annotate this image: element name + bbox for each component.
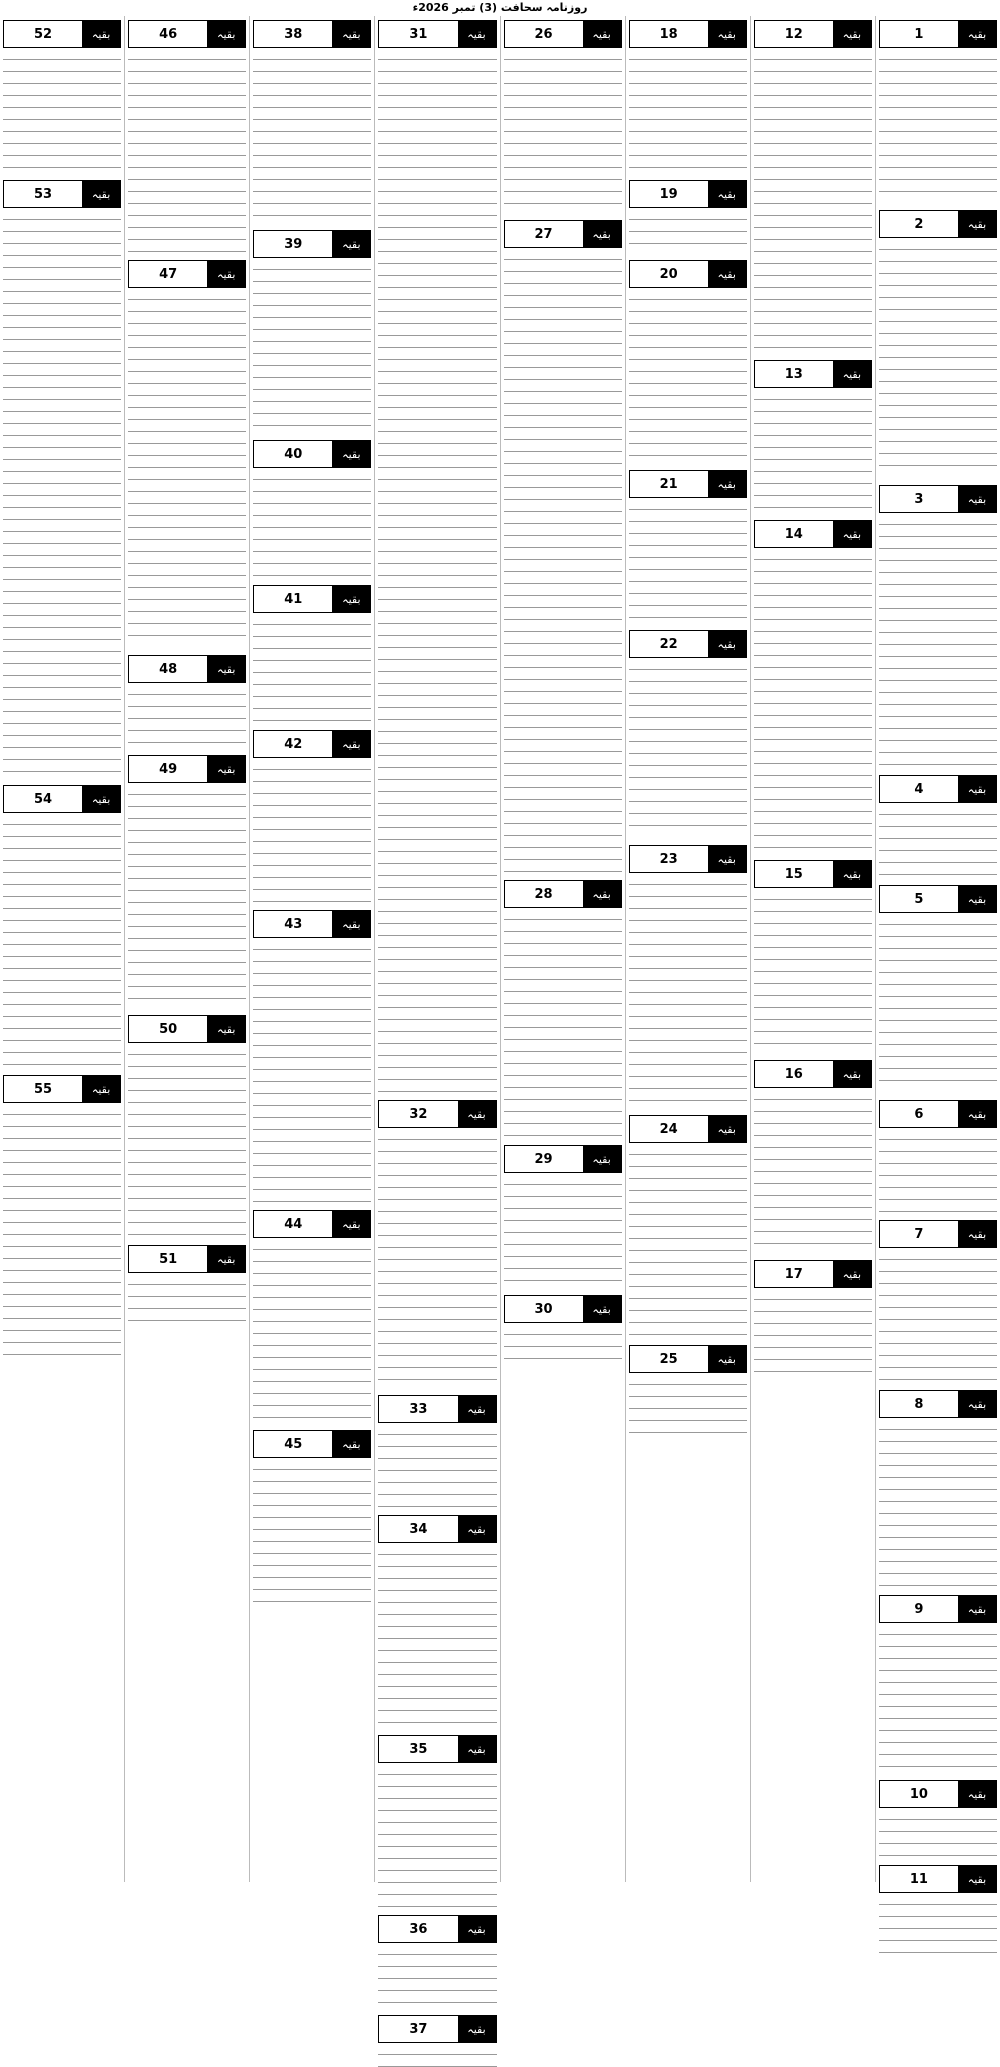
tag-number: 1 <box>914 26 924 42</box>
tag-label: بقیہ <box>458 1516 496 1542</box>
page-header <box>0 0 1000 14</box>
tag-label: بقیہ <box>833 361 871 387</box>
tag-number: 15 <box>784 866 803 882</box>
continuation-block <box>378 1100 496 1387</box>
tag-number: 4 <box>914 781 924 797</box>
continuation-tag <box>253 730 371 758</box>
tag-label: بقیہ <box>833 1061 871 1087</box>
continuation-block <box>629 470 747 622</box>
continuation-block <box>504 1295 622 1367</box>
article-text <box>879 1252 997 1382</box>
article-text <box>754 52 872 352</box>
tag-label: بقیہ <box>458 1916 496 1942</box>
tag-number: 3 <box>914 491 924 507</box>
column <box>374 16 499 2037</box>
continuation-tag <box>253 910 371 938</box>
tag-label: بقیہ <box>458 21 496 47</box>
article-text <box>879 1422 997 1587</box>
continuation-tag <box>378 1395 496 1423</box>
article-text <box>378 1767 496 1907</box>
tag-label: بقیہ <box>708 181 746 207</box>
continuation-tag <box>879 1865 997 1893</box>
tag-number: 44 <box>284 1216 303 1232</box>
continuation-tag <box>879 885 997 913</box>
article-text <box>378 1132 496 1387</box>
article-text <box>879 52 997 202</box>
tag-label: بقیہ <box>583 221 621 247</box>
continuation-tag <box>253 1210 371 1238</box>
tag-number: 38 <box>284 26 303 42</box>
continuation-block <box>378 20 496 1092</box>
continuation-tag <box>629 470 747 498</box>
tag-label: بقیہ <box>583 1146 621 1172</box>
article-text <box>629 292 747 462</box>
continuation-block <box>128 655 246 747</box>
continuation-block <box>754 1060 872 1252</box>
article-text <box>253 617 371 722</box>
article-text <box>754 892 872 1052</box>
article-text <box>128 1277 246 1327</box>
article-text <box>754 552 872 852</box>
article-text <box>879 1897 997 1957</box>
continuation-block <box>879 20 997 202</box>
continuation-block <box>378 1515 496 1727</box>
tag-label: بقیہ <box>207 1016 245 1042</box>
article-text <box>504 52 622 212</box>
continuation-block <box>879 210 997 477</box>
tag-number: 9 <box>914 1601 924 1617</box>
tag-number: 55 <box>34 1081 53 1097</box>
article-text <box>253 262 371 432</box>
continuation-tag <box>754 1060 872 1088</box>
continuation-block <box>879 1100 997 1212</box>
article-text <box>629 212 747 252</box>
tag-number: 42 <box>284 736 303 752</box>
tag-label: بقیہ <box>82 21 120 47</box>
tag-label: بقیہ <box>207 261 245 287</box>
continuation-block <box>879 1595 997 1772</box>
continuation-block <box>253 730 371 902</box>
tag-label: بقیہ <box>708 21 746 47</box>
article-text <box>754 1292 872 1382</box>
continuation-block <box>879 1865 997 1957</box>
continuation-block <box>504 1145 622 1287</box>
article-text <box>504 1177 622 1287</box>
tag-number: 10 <box>909 1786 928 1802</box>
continuation-tag <box>253 20 371 48</box>
tag-number: 41 <box>284 591 303 607</box>
tag-number: 19 <box>659 186 678 202</box>
tag-number: 12 <box>784 26 803 42</box>
tag-label: بقیہ <box>958 211 996 237</box>
tag-number: 20 <box>659 266 678 282</box>
article-text <box>504 1327 622 1367</box>
continuation-tag <box>128 1015 246 1043</box>
tag-label: بقیہ <box>958 776 996 802</box>
continuation-block <box>629 1345 747 1437</box>
tag-label: بقیہ <box>958 1596 996 1622</box>
tag-number: 8 <box>914 1396 924 1412</box>
article-text <box>879 1812 997 1857</box>
continuation-block <box>253 20 371 222</box>
article-text <box>629 1377 747 1437</box>
tag-label: بقیہ <box>458 1101 496 1127</box>
tag-label: بقیہ <box>458 1396 496 1422</box>
tag-label: بقیہ <box>332 21 370 47</box>
column <box>625 16 750 1882</box>
tag-label: بقیہ <box>332 911 370 937</box>
column <box>0 16 124 1882</box>
tag-label: بقیہ <box>583 1296 621 1322</box>
continuation-tag <box>754 360 872 388</box>
tag-label: بقیہ <box>833 21 871 47</box>
continuation-tag <box>253 230 371 258</box>
continuation-block <box>504 220 622 872</box>
article-text <box>128 687 246 747</box>
tag-number: 2 <box>914 216 924 232</box>
continuation-block <box>128 1015 246 1237</box>
tag-number: 18 <box>659 26 678 42</box>
continuation-tag <box>629 180 747 208</box>
continuation-tag <box>3 785 121 813</box>
column <box>750 16 875 1882</box>
continuation-tag <box>504 1295 622 1323</box>
column <box>500 16 625 1882</box>
tag-label: بقیہ <box>583 21 621 47</box>
continuation-block <box>378 2015 496 2067</box>
continuation-block <box>629 1115 747 1337</box>
column <box>875 16 1000 1887</box>
tag-number: 39 <box>284 236 303 252</box>
tag-number: 53 <box>34 186 53 202</box>
continuation-tag <box>629 630 747 658</box>
tag-number: 11 <box>909 1871 928 1887</box>
article-text <box>3 817 121 1067</box>
tag-number: 43 <box>284 916 303 932</box>
continuation-block <box>253 1210 371 1422</box>
article-text <box>629 52 747 172</box>
continuation-tag <box>879 1220 997 1248</box>
continuation-tag <box>879 1390 997 1418</box>
continuation-block <box>629 20 747 172</box>
article-text <box>879 917 997 1092</box>
tag-number: 47 <box>159 266 178 282</box>
tag-label: بقیہ <box>958 1221 996 1247</box>
continuation-block <box>128 260 246 647</box>
tag-number: 54 <box>34 791 53 807</box>
tag-label: بقیہ <box>207 756 245 782</box>
tag-label: بقیہ <box>82 786 120 812</box>
tag-label: بقیہ <box>583 881 621 907</box>
article-text <box>879 517 997 767</box>
tag-number: 21 <box>659 476 678 492</box>
tag-label: بقیہ <box>458 1736 496 1762</box>
tag-number: 16 <box>784 1066 803 1082</box>
continuation-tag <box>3 180 121 208</box>
article-text <box>253 52 371 222</box>
continuation-tag <box>253 585 371 613</box>
tag-number: 30 <box>534 1301 553 1317</box>
tag-number: 37 <box>409 2021 428 2037</box>
tag-label: بقیہ <box>708 631 746 657</box>
continuation-tag <box>629 260 747 288</box>
tag-number: 26 <box>534 26 553 42</box>
article-text <box>754 1092 872 1252</box>
tag-label: بقیہ <box>458 2016 496 2042</box>
article-text <box>253 942 371 1202</box>
article-text <box>629 877 747 1107</box>
tag-label: بقیہ <box>332 1431 370 1457</box>
tag-label: بقیہ <box>833 861 871 887</box>
tag-number: 25 <box>659 1351 678 1367</box>
tag-number: 35 <box>409 1741 428 1757</box>
continuation-block <box>378 1735 496 1907</box>
article-text <box>128 292 246 647</box>
continuation-tag <box>128 755 246 783</box>
tag-number: 6 <box>914 1106 924 1122</box>
tag-label: بقیہ <box>332 441 370 467</box>
continuation-tag <box>378 1515 496 1543</box>
continuation-tag <box>629 1115 747 1143</box>
tag-number: 7 <box>914 1226 924 1242</box>
article-text <box>253 472 371 577</box>
article-text <box>629 662 747 837</box>
continuation-tag <box>3 20 121 48</box>
continuation-block <box>253 1430 371 1602</box>
continuation-block <box>504 20 622 212</box>
continuation-tag <box>879 775 997 803</box>
tag-label: بقیہ <box>708 846 746 872</box>
continuation-tag <box>504 1145 622 1173</box>
column <box>249 16 374 1882</box>
continuation-tag <box>253 1430 371 1458</box>
tag-label: بقیہ <box>332 586 370 612</box>
continuation-tag <box>879 1780 997 1808</box>
article-text <box>879 807 997 877</box>
continuation-block <box>629 180 747 252</box>
continuation-block <box>128 755 246 1007</box>
continuation-tag <box>504 880 622 908</box>
continuation-tag <box>504 20 622 48</box>
tag-number: 48 <box>159 661 178 677</box>
continuation-tag <box>504 220 622 248</box>
tag-number: 24 <box>659 1121 678 1137</box>
continuation-block <box>504 880 622 1137</box>
continuation-block <box>3 20 121 172</box>
tag-number: 52 <box>34 26 53 42</box>
tag-label: بقیہ <box>958 1101 996 1127</box>
article-text <box>879 242 997 477</box>
article-text <box>128 1047 246 1237</box>
tag-number: 5 <box>914 891 924 907</box>
tag-number: 46 <box>159 26 178 42</box>
continuation-block <box>253 440 371 577</box>
tag-label: بقیہ <box>207 1246 245 1272</box>
continuation-tag <box>378 20 496 48</box>
continuation-tag <box>378 1100 496 1128</box>
article-text <box>879 1627 997 1772</box>
continuation-block <box>3 180 121 777</box>
tag-number: 28 <box>534 886 553 902</box>
tag-label: بقیہ <box>82 181 120 207</box>
tag-number: 51 <box>159 1251 178 1267</box>
tag-number: 50 <box>159 1021 178 1037</box>
article-text <box>629 502 747 622</box>
tag-number: 23 <box>659 851 678 867</box>
tag-label: بقیہ <box>332 731 370 757</box>
header-title: روزنامہ سحافت (3) تمبر 2026ء <box>412 0 588 14</box>
tag-number: 13 <box>784 366 803 382</box>
continuation-block <box>3 785 121 1067</box>
article-text <box>754 392 872 512</box>
continuation-tag <box>754 1260 872 1288</box>
tag-label: بقیہ <box>833 1261 871 1287</box>
article-text <box>879 1132 997 1212</box>
article-text <box>3 1107 121 1357</box>
continuation-block <box>128 20 246 252</box>
tag-label: بقیہ <box>207 21 245 47</box>
article-text <box>253 1462 371 1602</box>
article-text <box>378 1427 496 1507</box>
tag-label: بقیہ <box>958 21 996 47</box>
article-text <box>504 912 622 1137</box>
tag-label: بقیہ <box>82 1076 120 1102</box>
tag-label: بقیہ <box>958 886 996 912</box>
continuation-tag <box>128 1245 246 1273</box>
continuation-block <box>879 885 997 1092</box>
continuation-block <box>879 775 997 877</box>
continuation-tag <box>378 1915 496 1943</box>
tag-label: بقیہ <box>708 471 746 497</box>
continuation-block <box>253 585 371 722</box>
continuation-block <box>253 910 371 1202</box>
continuation-tag <box>128 655 246 683</box>
continuation-block <box>754 360 872 512</box>
continuation-tag <box>754 20 872 48</box>
tag-label: بقیہ <box>708 1346 746 1372</box>
tag-label: بقیہ <box>332 231 370 257</box>
tag-number: 49 <box>159 761 178 777</box>
continuation-tag <box>629 20 747 48</box>
continuation-block <box>879 1780 997 1857</box>
continuation-tag <box>754 860 872 888</box>
article-text <box>3 212 121 777</box>
continuation-tag <box>754 520 872 548</box>
continuation-block <box>754 1260 872 1382</box>
continuation-tag <box>879 20 997 48</box>
tag-number: 17 <box>784 1266 803 1282</box>
continuation-block <box>879 1220 997 1382</box>
tag-number: 31 <box>409 26 428 42</box>
continuation-block <box>879 485 997 767</box>
tag-number: 29 <box>534 1151 553 1167</box>
article-text <box>3 52 121 172</box>
tag-number: 14 <box>784 526 803 542</box>
tag-label: بقیہ <box>708 1116 746 1142</box>
article-text <box>629 1147 747 1337</box>
article-text <box>378 1947 496 2007</box>
article-text <box>378 52 496 1092</box>
article-text <box>253 1242 371 1422</box>
continuation-block <box>128 1245 246 1327</box>
continuation-tag <box>629 1345 747 1373</box>
continuation-tag <box>879 485 997 513</box>
tag-label: بقیہ <box>958 1866 996 1892</box>
continuation-block <box>378 1915 496 2007</box>
continuation-tag <box>879 210 997 238</box>
continuation-block <box>629 260 747 462</box>
continuation-tag <box>629 845 747 873</box>
tag-number: 33 <box>409 1401 428 1417</box>
article-text <box>504 252 622 872</box>
continuation-block <box>629 630 747 837</box>
continuation-tag <box>879 1595 997 1623</box>
tag-label: بقیہ <box>958 1391 996 1417</box>
tag-number: 34 <box>409 1521 428 1537</box>
tag-number: 40 <box>284 446 303 462</box>
continuation-block <box>754 860 872 1052</box>
continuation-block <box>3 1075 121 1357</box>
tag-number: 22 <box>659 636 678 652</box>
tag-label: بقیہ <box>958 486 996 512</box>
continuation-tag <box>378 2015 496 2043</box>
article-text <box>378 1547 496 1727</box>
article-text <box>128 787 246 1007</box>
continuation-tag <box>128 20 246 48</box>
continuation-block <box>629 845 747 1107</box>
tag-number: 45 <box>284 1436 303 1452</box>
continuation-tag <box>3 1075 121 1103</box>
tag-label: بقیہ <box>958 1781 996 1807</box>
continuation-block <box>754 20 872 352</box>
newspaper-page <box>0 16 1000 2037</box>
continuation-tag <box>253 440 371 468</box>
article-text <box>253 762 371 902</box>
article-text <box>128 52 246 252</box>
tag-label: بقیہ <box>708 261 746 287</box>
tag-label: بقیہ <box>207 656 245 682</box>
continuation-tag <box>128 260 246 288</box>
continuation-block <box>378 1395 496 1507</box>
tag-number: 27 <box>534 226 553 242</box>
article-text <box>378 2047 496 2067</box>
continuation-tag <box>378 1735 496 1763</box>
tag-label: بقیہ <box>833 521 871 547</box>
column <box>124 16 249 1882</box>
tag-number: 32 <box>409 1106 428 1122</box>
tag-number: 36 <box>409 1921 428 1937</box>
continuation-block <box>754 520 872 852</box>
tag-label: بقیہ <box>332 1211 370 1237</box>
continuation-block <box>253 230 371 432</box>
continuation-block <box>879 1390 997 1587</box>
continuation-tag <box>879 1100 997 1128</box>
